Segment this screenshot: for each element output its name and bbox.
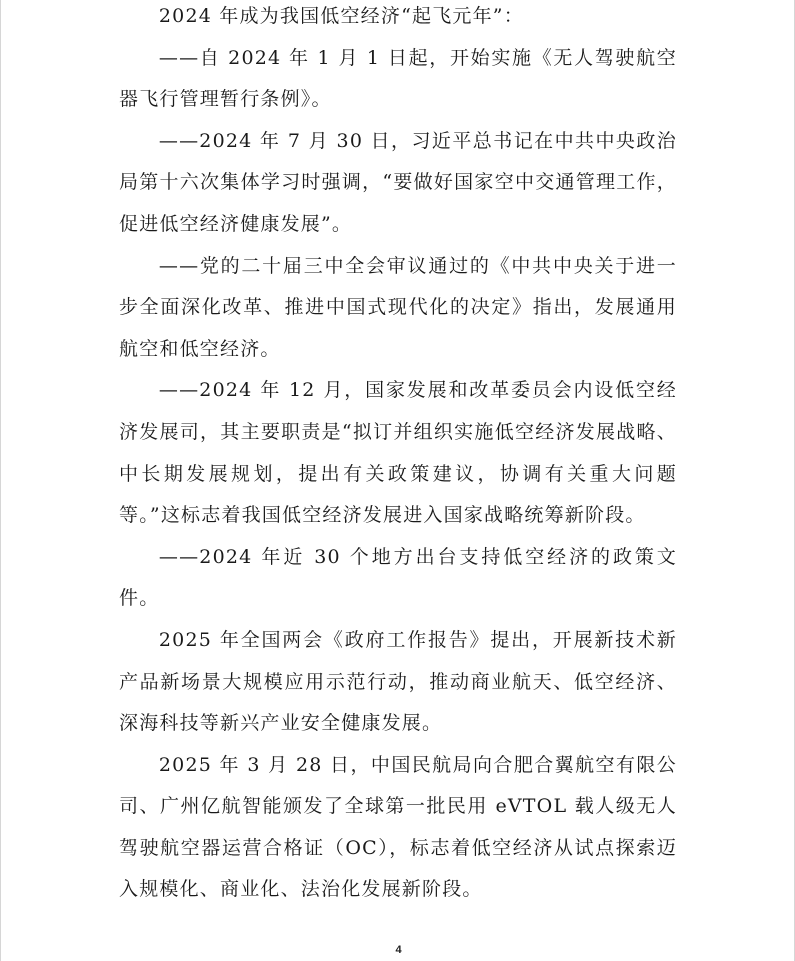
paragraph-4: ——党的二十届三中全会审议通过的《中共中央关于进一步全面深化改革、推进中国式现代化的决定》指出，发展通用航空和低空经济。 [119, 254, 677, 360]
paragraph-5: ——2024 年 12 月，国家发展和改革委员会内设低空经济发展司，其主要职责是“拟订并组织实施低空经济发展战略、中长期发展规划，提出有关政策建议，协调有关重大问题等。”这标志着我国低空经济发展进入国家战略统筹新阶段。 [119, 379, 677, 527]
paragraph-8: 2025 年 3 月 28 日，中国民航局向合肥合翼航空有限公司、广州亿航智能颁发了全球第一批民用 eVTOL 载人级无人驾驶航空器运营合格证（OC），标志着低空经济从试点探索迈入规模化、商业化、法治化发展新阶段。 [119, 753, 677, 901]
paragraph-7: 2025 年全国两会《政府工作报告》提出，开展新技术新产品新场景大规模应用示范行动，推动商业航天、低空经济、深海科技等新兴产业安全健康发展。 [119, 628, 677, 735]
paragraph-6: ——2024 年近 30 个地方出台支持低空经济的政策文件。 [119, 545, 677, 610]
document-body [119, 0, 677, 911]
page-number: 4 [395, 944, 402, 956]
paragraph-2: ——自 2024 年 1 月 1 日起，开始实施《无人驾驶航空器飞行管理暂行条例》。 [119, 46, 677, 111]
paragraph-1: 2024 年成为我国低空经济“起飞元年”： [158, 5, 524, 27]
paragraph-3: ——2024 年 7 月 30 日，习近平总书记在中共中央政治局第十六次集体学习时强调，“要做好国家空中交通管理工作，促进低空经济健康发展”。 [119, 129, 677, 235]
